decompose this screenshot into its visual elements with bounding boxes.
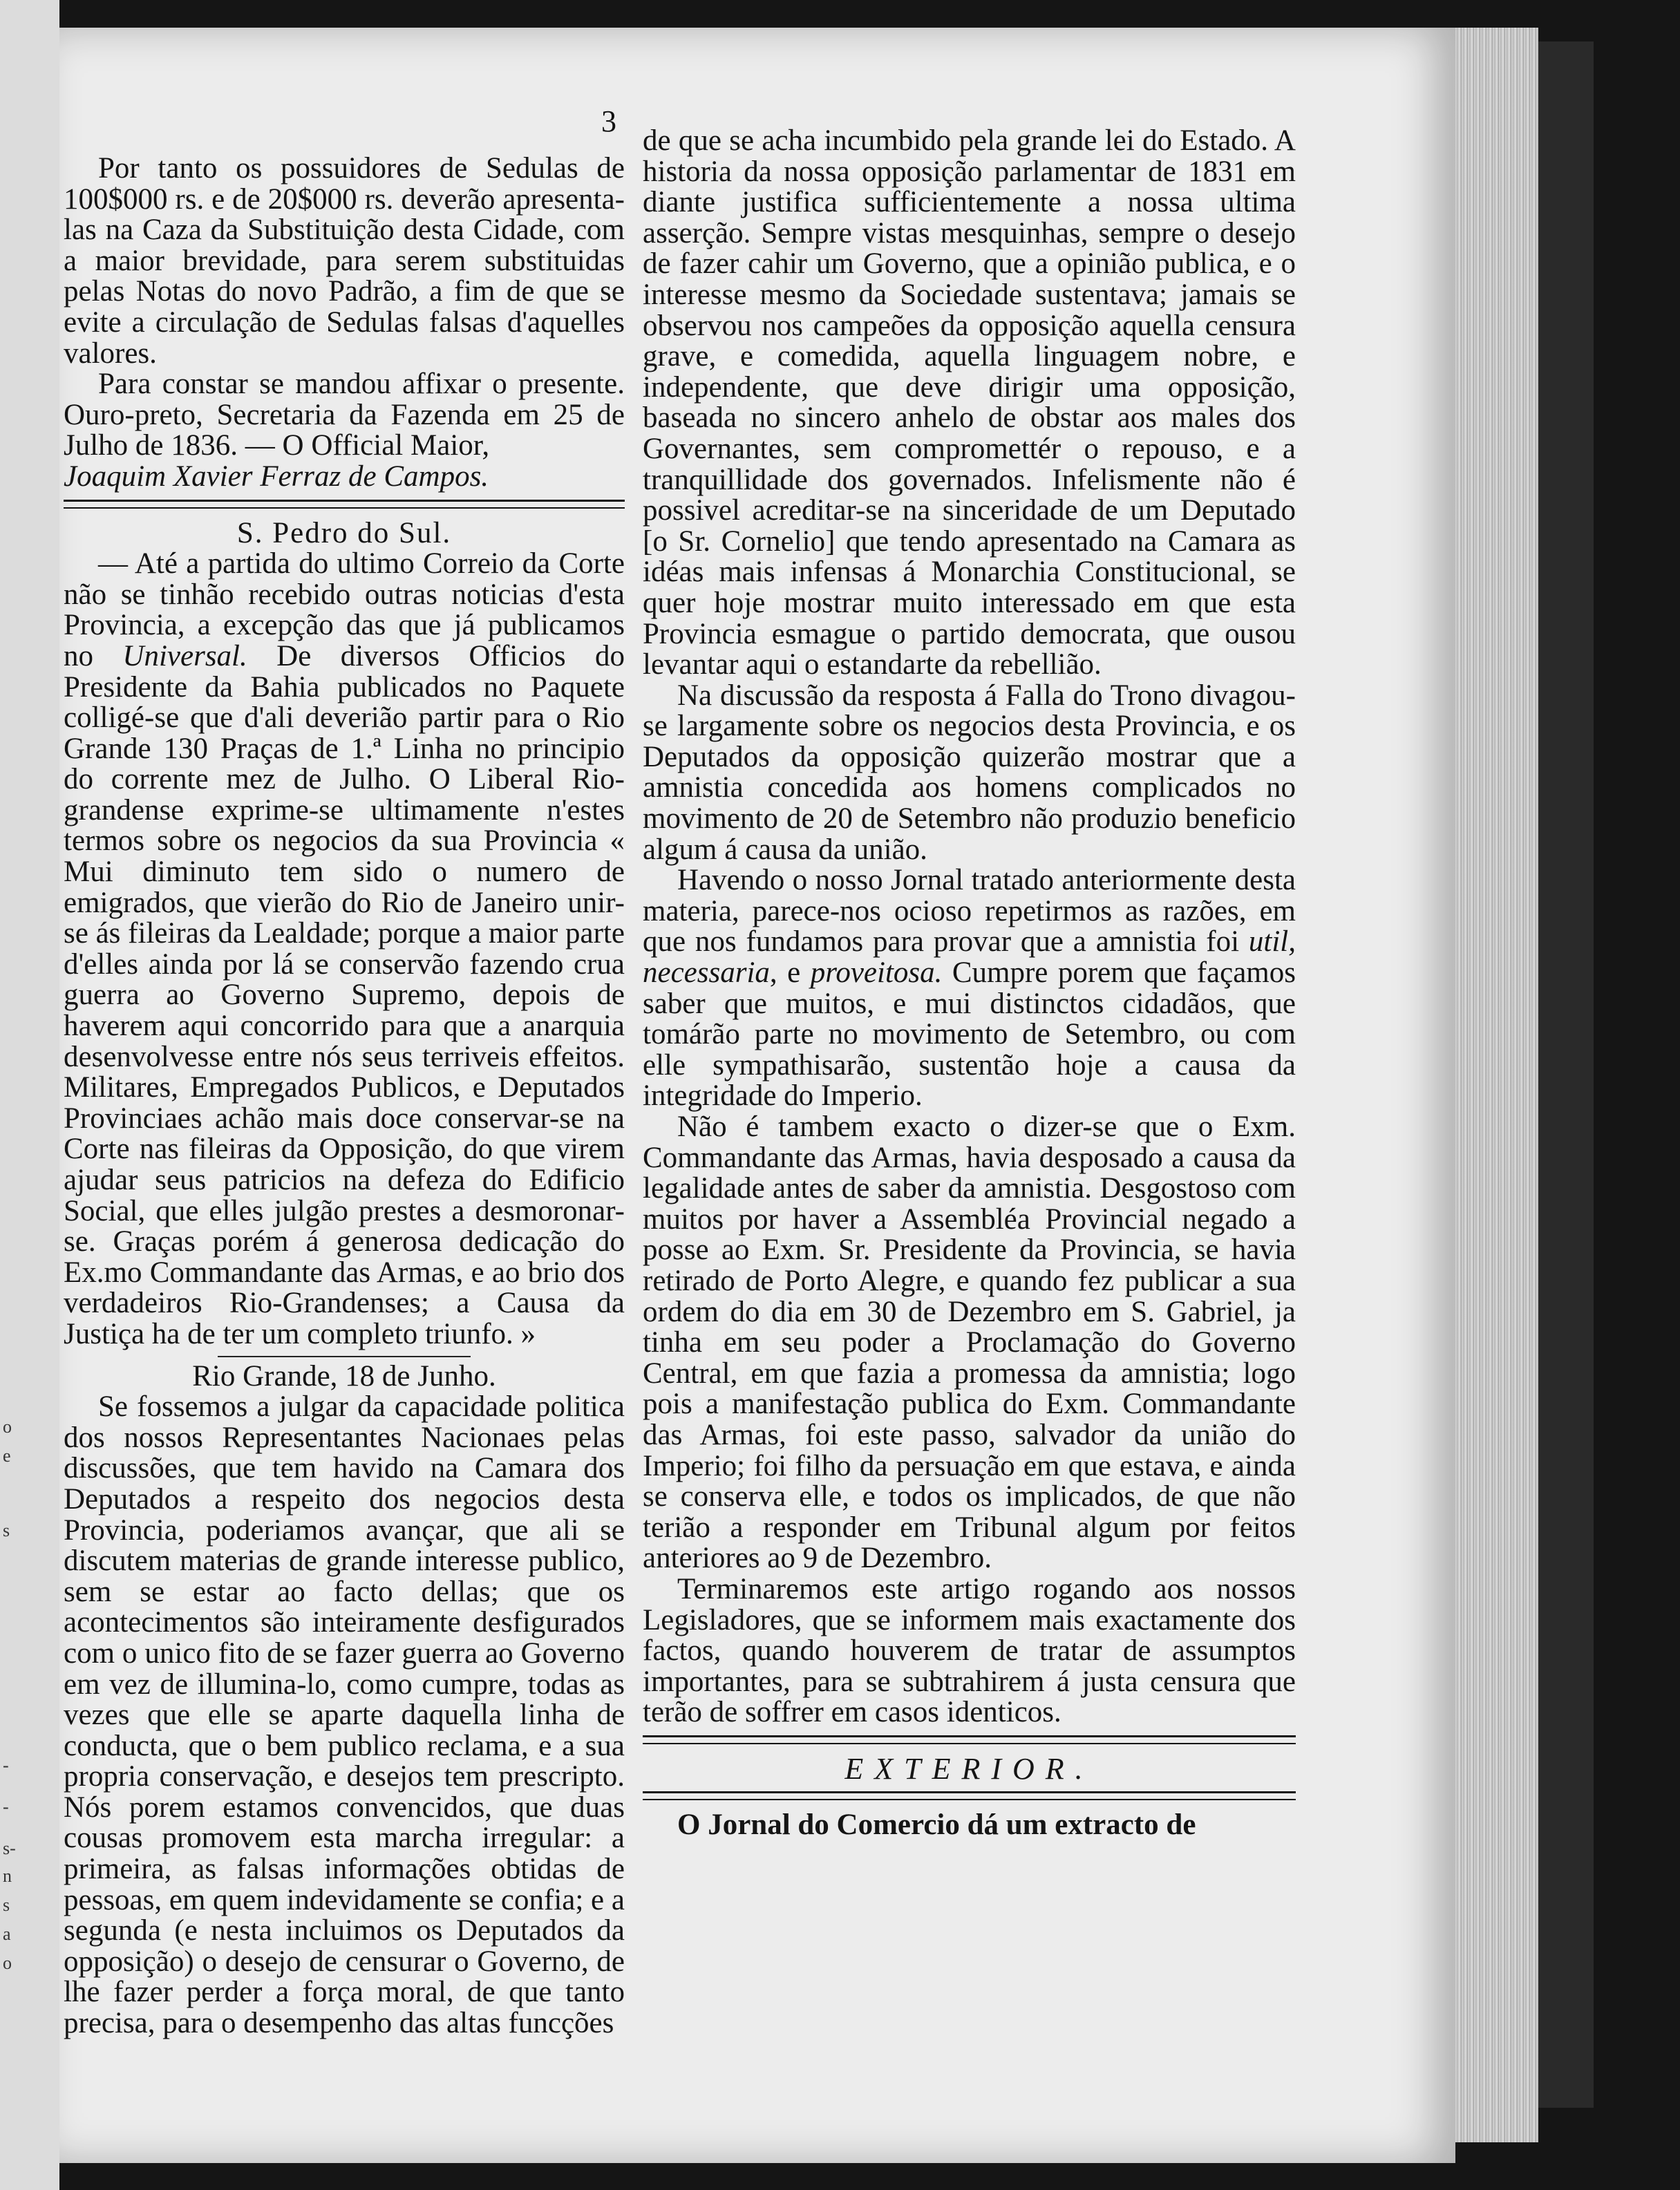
text-run: Cumpre porem que façamos saber que muitos, e mui distinctos cidadãos, que tomárão parte no movimento de Setembro, ou com elle sympathisarão, sustentão hoje a causa da integridade do Imperio.	[643, 956, 1296, 1113]
text-run: — Até a partida do ultimo Correio da Corte não se tinhão recebido outras noticias d'esta Provincia, a excepção das que já publicamos no	[64, 547, 625, 672]
text-run: Havendo o nosso Jornal tratado anteriormente desta materia, parece-nos ocioso repetirmos as razões, em que nos fundamos para provar que a amnistia foi	[643, 864, 1296, 959]
right-column	[643, 126, 1296, 1841]
section-rule	[643, 1791, 1296, 1800]
text-run: , e	[769, 956, 811, 990]
section-heading: EXTERIOR.	[844, 1751, 1094, 1786]
margin-mark: n	[3, 1866, 12, 1886]
newspaper-title: Universal.	[122, 639, 247, 672]
margin-mark: -	[3, 1797, 9, 1817]
margin-mark: s	[3, 1895, 10, 1915]
article-paragraph: Não é tambem exacto o dizer-se que o Exm. Commandante das Armas, havia desposado a causa da legalidade antes de saber da amnistia. Desgostoso com muitos por haver a Assembléa Provincial negado a posse ao Exm. Sr. Presidente da Provincia, se havia retirado de Porto Alegre, e quando fez publicar a sua ordem do dia em 30 de Dezembro em S. Gabriel, ja tinha em seu poder a Proclamação do Governo Central, em que fazia a promessa da amnistia; logo pois a manifestação publica do Exm. Commandante das Armas, foi este passo, salvador da união do Imperio; foi filho da persuação em que estava, e ainda se conserva elle, e todos os implicados, de que não terião a responder em Tribunal algum por feitos anteriores ao 9 de Dezembro.	[643, 1111, 1296, 1575]
article-paragraph	[643, 865, 1296, 1112]
article-paragraph: Se fossemos a julgar da capacidade politica dos nossos Representantes Nacionaes pelas discussões, que tem havido na Camara dos Deputados a respeito dos negocios desta Provincia, poderiamos avançar, que ali se discutem materias de grande interesse publico, sem se estar ao facto dellas; que os acontecimentos são inteiramente desfigurados com o unico fito de se fazer guerra ao Governo em vez de illumina-lo, como cumpre, todas as vezes que elle se aparte daquella linha de conducta, que o bem publico reclama, e a sua propria conservação, e desejos tem prescripto. Nós porem estamos convencidos, que duas cousas promovem esta marcha irregular: a primeira, as falsas informações obtidas de pessoas, em quem indevidamente se confia; e a segunda (e nesta incluimos os Deputados da opposição) o desejo de censurar o Governo, de lhe fazer perder a força moral, de que tanto precisa, para o desempenho das altas funcções	[64, 1390, 625, 2040]
signature-text: Joaquim Xavier Ferraz de Campos.	[64, 460, 489, 493]
section-rule	[64, 500, 625, 509]
signature	[64, 462, 625, 493]
article-paragraph: de que se acha incumbido pela grande lei do Estado. A historia da nossa opposição parlamentar de 1831 em diante justifica sufficientemente a nossa ultima asserção. Sempre vistas mesquinhas, sempre o desejo de fazer cahir um Governo, que a opinião publica, e o interesse mesmo da Sociedade sustentava; jamais se observou nos campeões da opposição aquella censura grave, e comedida, aquella linguagem nobre, e independente, que deve dirigir uma opposição, baseada no sincero anhelo de obstar aos males dos Governantes, sem compromettér o repouso, e a tranquillidade dos governados. Infelismente não é possivel acreditar-se na sinceridade de um Deputado [o Sr. Cornelio] que tendo apresentado na Camara as idéas mais infensas á Monarchia Constitucional, se quer hoje mostrar muito interessado em que esta Provincia esmague o partido democrata, que ousou levantar aqui o estandarte da rebellião.	[643, 124, 1296, 681]
section-rule	[643, 1735, 1296, 1744]
margin-mark: s-	[3, 1838, 16, 1858]
italic-run: util, necessaria	[643, 925, 1296, 990]
previous-page-edge	[0, 0, 59, 2190]
text-run: De diversos Officios do Presidente da Bahia publicados no Paquete colligé-se que d'ali deverião partir para o Rio Grande 130 Praças de 1.ª Linha no principio do corrente mez de Julho. O Liberal Rio-grandense exprime-se ultimamente n'estes termos sobre os negocios da sua Provincia « Mui diminuto tem sido o numero de emigrados, que vierão do Rio de Janeiro unir-se ás fileiras da Lealdade; porque a maior parte d'elles ainda por lá se conservão fazendo crua guerra ao Governo Supremo, depois de haverem aqui concorrido para que a anarquia desenvolvesse entre nós seus terriveis effeitos. Militares, Empregados Publicos, e Deputados Provinciaes achão mais doce conservar-se na Corte nas fileiras da Opposição, do que virem ajudar seus patricios na defeza do Edificio Social, que elles julgão prestes a desmoronar-se. Graças porém á generosa dedicação do Ex.mo Commandante das Armas, e ao brio dos verdadeiros Rio-Grandenses; a Causa da Justiça ha de ter um completo triunfo. »	[64, 639, 625, 1350]
notice-closing: Para constar se mandou affixar o presente. Ouro-preto, Secretaria da Fazenda em 25 de Julho de 1836. — O Official Maior,	[64, 368, 625, 462]
notice-paragraph: Por tanto os possuidores de Sedulas de 100$000 rs. e de 20$000 rs. deverão apresenta-las na Caza da Substituição desta Cidade, com a maior brevidade, para serem substituidas pelas Notas do novo Padrão, a fim de que se evite a circulação de Sedulas falsas d'aquelles valores.	[64, 152, 625, 370]
margin-mark: s	[3, 1520, 10, 1540]
article-paragraph: Terminaremos este artigo rogando aos nossos Legisladores, que se informem mais exactamente dos factos, quando houverem de tratar de assumptos importantes, para se subtrahirem á justa censura que terão de soffrer em casos identicos.	[643, 1572, 1296, 1729]
page-number: 3	[601, 104, 616, 138]
margin-mark: -	[3, 1755, 9, 1775]
book-fore-edge	[1455, 28, 1538, 2142]
separator-rule	[218, 1356, 470, 1357]
italic-run: proveitosa.	[810, 956, 943, 990]
article-paragraph: Na discussão da resposta á Falla do Trono divagou-se largamente sobre os negocios desta Provincia, e os Deputados da opposição quizerão mostrar que a amnistia concedida aos homens complicados no movimento de 20 de Setembro não produzio beneficio algum á causa da união.	[643, 679, 1296, 866]
article-paragraph: O Jornal do Comercio dá um extracto de	[677, 1809, 1196, 1842]
margin-mark: a	[3, 1924, 11, 1944]
section-heading: S. Pedro do Sul.	[236, 516, 452, 549]
margin-mark: o	[3, 1953, 12, 1973]
left-column	[64, 153, 625, 2039]
margin-mark: o	[3, 1417, 12, 1437]
book-cover-board	[1538, 41, 1594, 2108]
margin-mark: e	[3, 1446, 11, 1466]
article-paragraph	[64, 549, 625, 1350]
dateline: Rio Grande, 18 de Junho.	[192, 1359, 496, 1393]
